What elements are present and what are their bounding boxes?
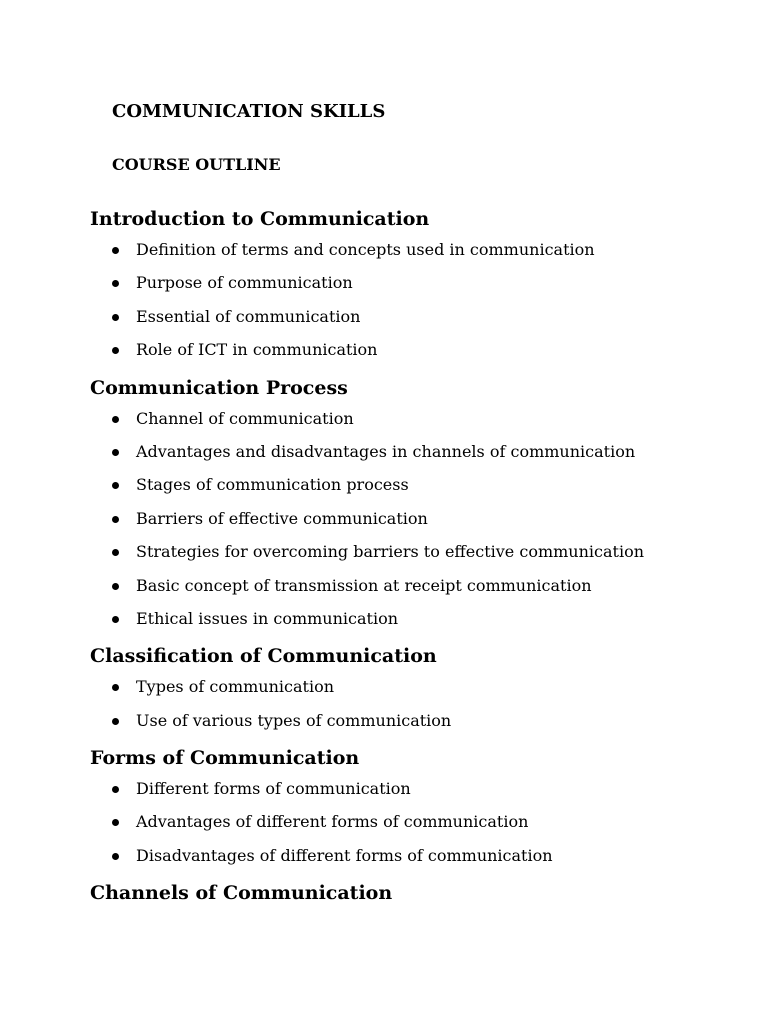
document-title: COMMUNICATION SKILLS	[112, 101, 386, 122]
list-item-text: Basic concept of transmission at receipt communication	[136, 575, 592, 595]
list-item-text: Advantages of different forms of communication	[136, 812, 529, 832]
bullet-dot-icon	[112, 247, 119, 254]
bullet-dot-icon	[112, 449, 119, 456]
section-heading: Introduction to Communication	[90, 208, 430, 230]
list-item-text: Advantages and disadvantages in channels of communication	[136, 441, 636, 461]
section-heading: Channels of Communication	[90, 882, 393, 905]
bullet-dot-icon	[112, 684, 119, 691]
section-heading: Classification of Communication	[90, 645, 437, 668]
list-item-text: Role of ICT in communication	[136, 340, 378, 360]
list-item-text: Purpose of communication	[136, 273, 353, 293]
list-item	[90, 706, 750, 739]
list-item-text: Ethical issues in communication	[136, 608, 398, 628]
list-item	[90, 235, 750, 268]
list-item	[90, 807, 750, 840]
bullet-dot-icon	[112, 549, 119, 556]
list-item	[90, 774, 750, 807]
list-item	[90, 604, 750, 637]
section-heading: Forms of Communication	[90, 747, 360, 770]
list-item-text: Different forms of communication	[136, 779, 411, 799]
list-item	[90, 571, 750, 604]
document-subtitle: COURSE OUTLINE	[112, 155, 281, 174]
course-outline	[90, 205, 750, 909]
bullet-dot-icon	[112, 314, 119, 321]
bullet-dot-icon	[112, 482, 119, 489]
bullet-list	[90, 672, 750, 739]
bullet-list	[90, 404, 750, 638]
list-item	[90, 437, 750, 470]
list-item-text: Use of various types of communication	[136, 710, 452, 730]
list-item	[90, 404, 750, 437]
list-item	[90, 672, 750, 705]
bullet-dot-icon	[112, 347, 119, 354]
list-item	[90, 335, 750, 368]
bullet-dot-icon	[112, 516, 119, 523]
list-item-text: Types of communication	[136, 677, 335, 697]
list-item-text: Essential of communication	[136, 306, 361, 326]
list-item-text: Strategies for overcoming barriers to effective communication	[136, 542, 645, 562]
bullet-dot-icon	[112, 583, 119, 590]
list-item-text: Channel of communication	[136, 408, 354, 428]
bullet-dot-icon	[112, 819, 119, 826]
bullet-dot-icon	[112, 718, 119, 725]
bullet-dot-icon	[112, 416, 119, 423]
bullet-dot-icon	[112, 786, 119, 793]
bullet-dot-icon	[112, 616, 119, 623]
bullet-list	[90, 235, 750, 369]
list-item-text: Definition of terms and concepts used in communication	[136, 240, 595, 259]
list-item-text: Disadvantages of different forms of communication	[136, 845, 553, 865]
list-item-text: Barriers of effective communication	[136, 508, 428, 528]
list-item	[90, 268, 750, 301]
section-heading: Communication Process	[90, 376, 348, 399]
bullet-dot-icon	[112, 280, 119, 287]
list-item	[90, 302, 750, 335]
list-item	[90, 504, 750, 537]
bullet-dot-icon	[112, 853, 119, 860]
list-item	[90, 537, 750, 570]
list-item	[90, 841, 750, 874]
bullet-list	[90, 774, 750, 874]
list-item	[90, 470, 750, 503]
list-item-text: Stages of communication process	[136, 475, 409, 495]
